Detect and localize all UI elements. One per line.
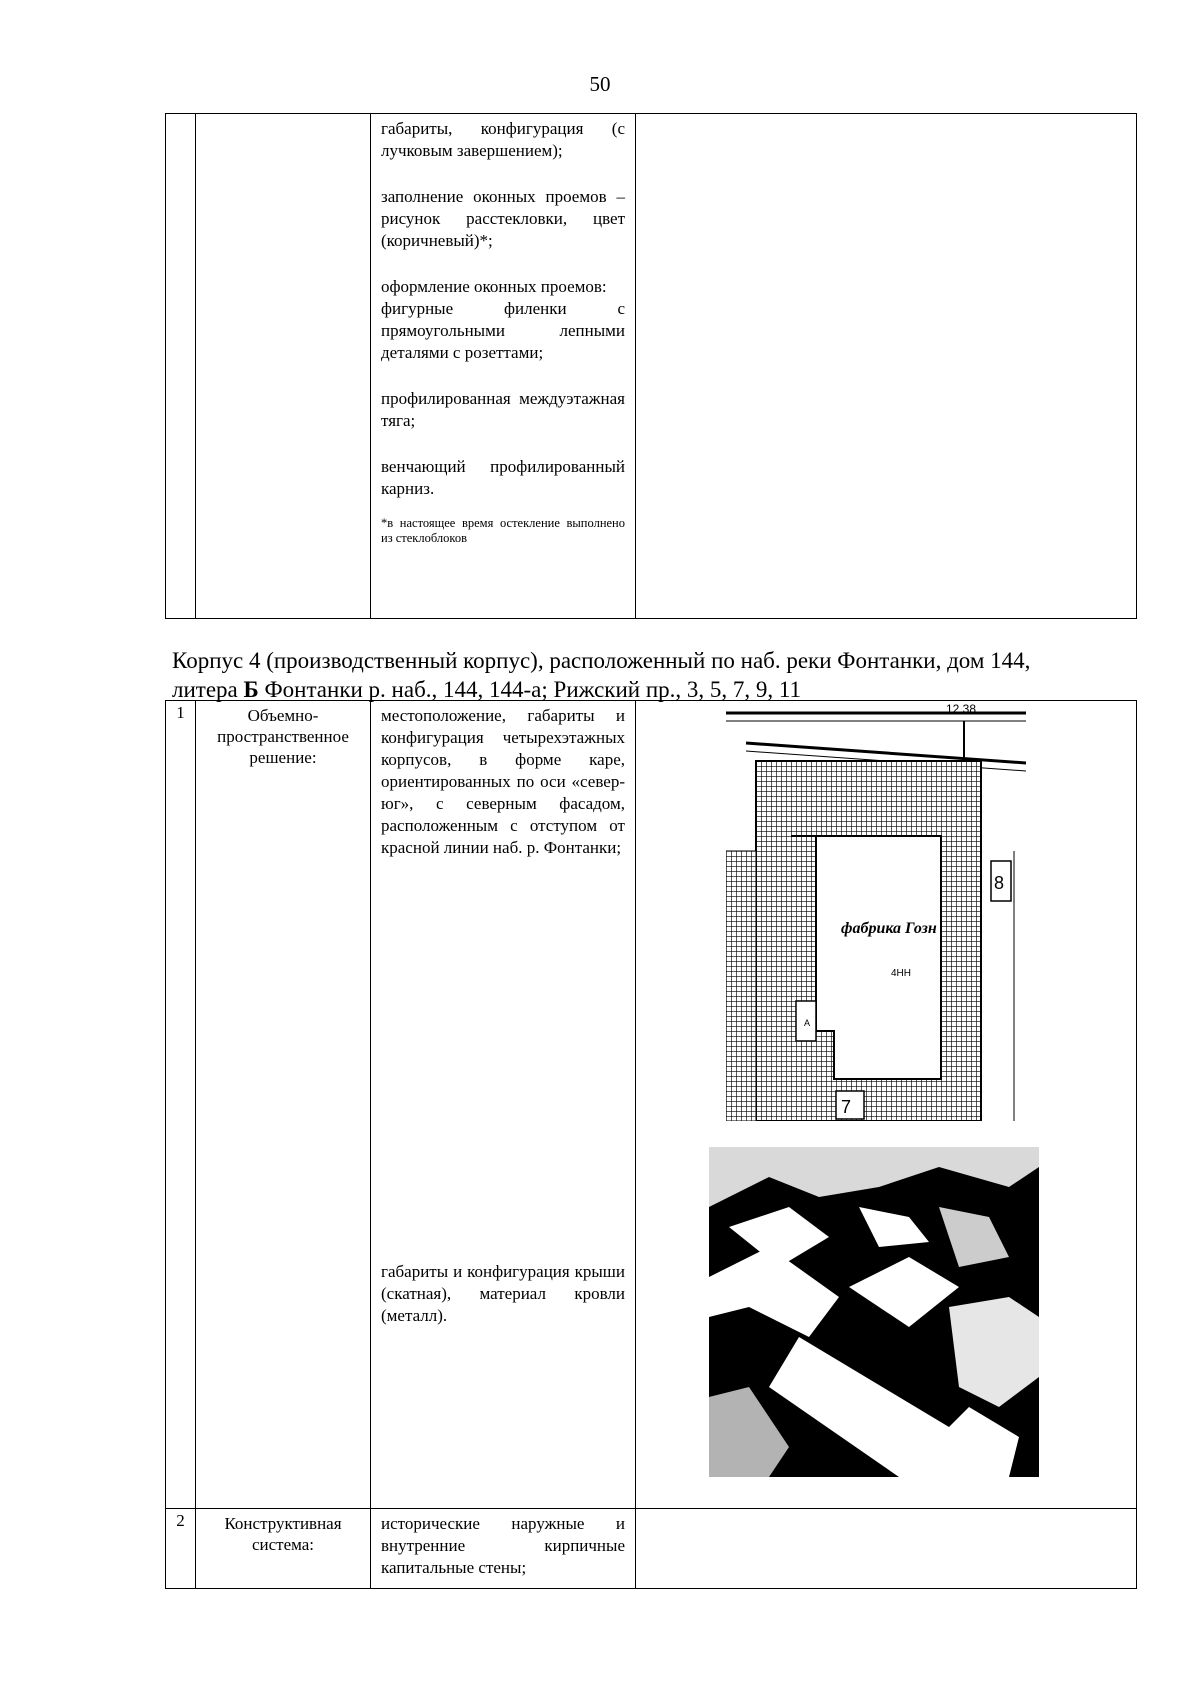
desc-cell <box>371 114 636 619</box>
desc-para: исторические наружные и внутренние кирпичные капитальные стены; <box>381 1514 625 1577</box>
image-cell <box>636 701 1137 1509</box>
desc-para: венчающий профилированный карниз. <box>381 457 625 498</box>
image-cell <box>636 1509 1137 1589</box>
aerial-photo <box>709 1147 1039 1477</box>
table-row <box>166 701 1137 1509</box>
desc-para: заполнение оконных проемов – рисунок расстекловки, цвет (коричневый)*; <box>381 187 625 250</box>
site-plan-image <box>726 701 1026 1121</box>
row-name: Конструктивная система: <box>196 1509 371 1589</box>
desc-para: оформление оконных проемов: <box>381 277 607 296</box>
desc-para: фигурные филенки с прямоугольными лепными деталями с розеттами; <box>381 299 625 362</box>
map-label: 7 <box>841 1097 852 1117</box>
caption-part: литера <box>172 677 244 702</box>
caption-bold-letter: Б <box>243 677 259 702</box>
table-row <box>166 114 1137 619</box>
image-cell <box>636 114 1137 619</box>
map-label: А <box>804 1018 811 1028</box>
map-label-factory: фабрика Гозн <box>841 920 937 937</box>
row-number: 2 <box>166 1509 196 1589</box>
map-label: 12.38 <box>946 702 977 716</box>
table-row <box>166 1509 1137 1589</box>
section-caption <box>172 646 1132 704</box>
page-number: 50 <box>589 72 611 96</box>
name-cell <box>196 114 371 619</box>
desc-cell <box>371 701 636 1509</box>
table-building-4 <box>165 700 1137 1589</box>
desc-para: местоположение, габариты и конфигурация четырехэтажных корпусов, в форме каре, ориентированных по оси «север-юг», с северным фасадом, расположенным с отступом от красной линии наб. р. Фонтанки; <box>381 706 625 857</box>
footnote: *в настоящее время остекление выполнено из стеклоблоков <box>381 516 625 545</box>
desc-para: профилированная междуэтажная тяга; <box>381 389 625 430</box>
map-label: 4НН <box>891 968 912 979</box>
table-continued <box>165 113 1137 619</box>
caption-line-1: Корпус 4 (производственный корпус), расположенный по наб. реки Фонтанки, дом 144, <box>172 648 1031 673</box>
map-label: 8 <box>994 873 1005 893</box>
row-number: 1 <box>166 701 196 1509</box>
caption-part: Фонтанки р. наб., 144, 144-а; Рижский пр., 3, 5, 7, 9, 11 <box>258 677 802 702</box>
desc-para: габариты и конфигурация крыши (скатная), материал кровли (металл). <box>381 1262 625 1325</box>
row-name: Объемно-пространственное решение: <box>196 701 371 1509</box>
desc-para: габариты, конфигурация (с лучковым завершением); <box>381 119 625 160</box>
desc-cell <box>371 1509 636 1589</box>
num-cell <box>166 114 196 619</box>
